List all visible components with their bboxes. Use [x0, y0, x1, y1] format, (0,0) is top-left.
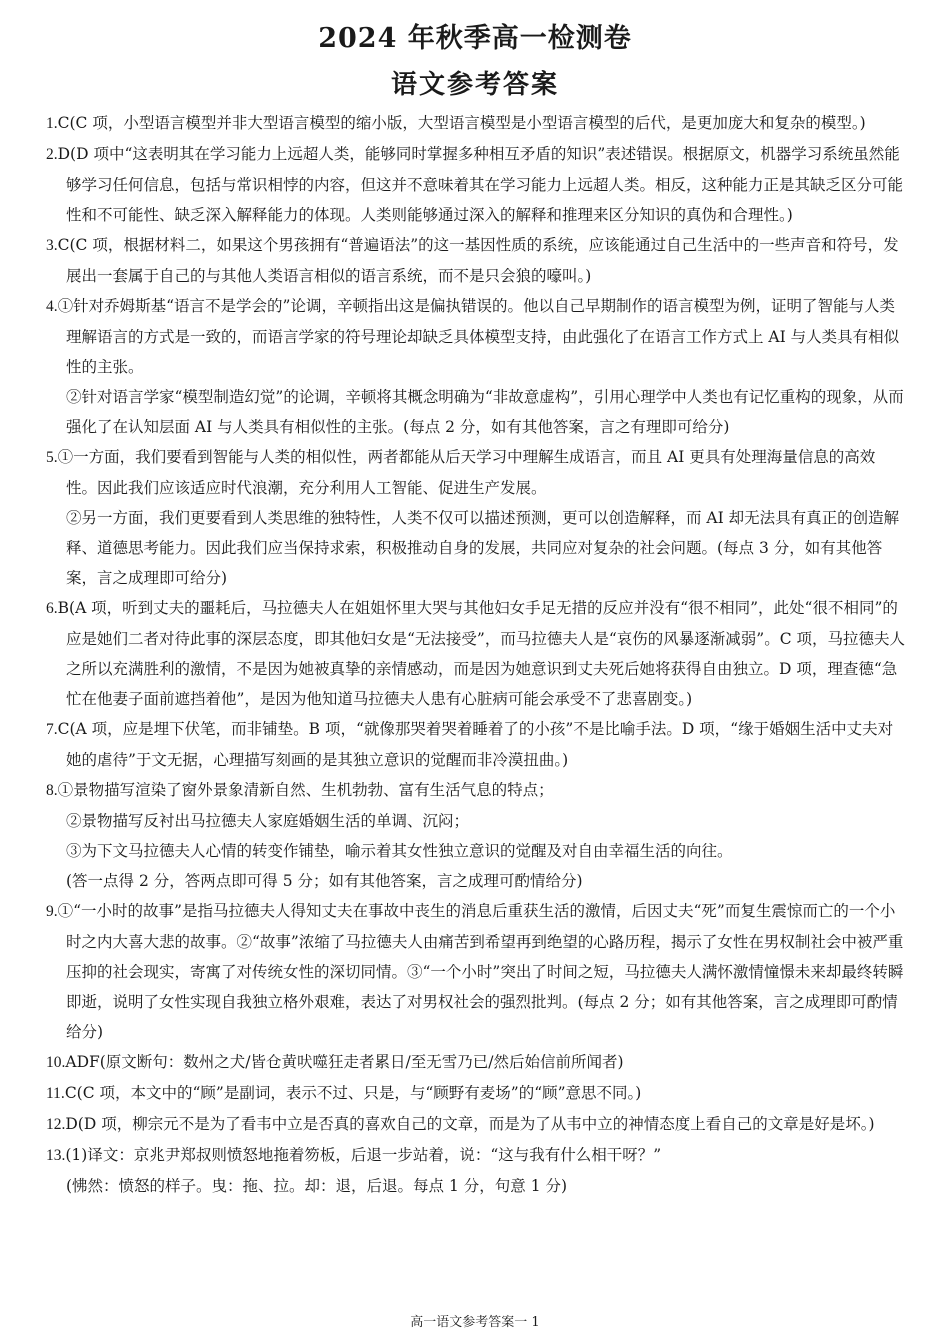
answer-text: (1)译文：京兆尹郑叔则愤怒地拖着笏板，后退一步站着，说：“这与我有什么相干呀？” [65, 1146, 662, 1164]
answer-number: 1. [46, 115, 58, 132]
answer-text: C(C 项，小型语言模型并非大型语言模型的缩小版，大型语言模型是小型语言模型的后代，是更加庞大和复杂的模型。) [57, 114, 866, 132]
answer-number: 3. [46, 237, 58, 254]
answer-text: D(D 项，柳宗元不是为了看韦中立是否真的喜欢自己的文章，而是为了从韦中立的神情态度上看自己的文章是好是坏。) [65, 1115, 875, 1133]
answer-text: ①景物描写渲染了窗外景象清新自然、生机勃勃、富有生活气息的特点； [57, 781, 554, 799]
answer-item [46, 108, 906, 139]
answer-text: ②针对语言学家“模型制造幻觉”的论调，辛顿将其概念明确为“非故意虚构”，引用心理学中人类也有记忆重构的现象，从而强化了在认知层面 AI 与人类具有相似性的主张。(每点 2 分，如有其他答案，言之有理即可给分) [66, 388, 904, 436]
answer-number: 12. [46, 1116, 66, 1133]
answer-number: 11. [46, 1085, 65, 1102]
answer-list [46, 108, 906, 1201]
answer-text: D(D 项中“这表明其在学习能力上远超人类，能够同时掌握多种相互矛盾的知识”表述错误。根据原文，机器学习系统虽然能够学习任何信息，包括与常识相悖的内容，但这并不意味着其在学习能力上远超人类。相反，这种能力正是其缺乏区分可能性和不可能性、缺乏深入解释能力的体现。人类则能够通过深入的解释和推理来区分知识的真伪和合理性。) [57, 145, 904, 224]
answer-text: ①“一小时的故事”是指马拉德夫人得知丈夫在事故中丧生的消息后重获生活的激情，后因丈夫“死”而复生震惊而亡的一个小时之内大喜大悲的故事。②“故事”浓缩了马拉德夫人由痛苦到希望再到绝望的心路历程，揭示了女性在男权制社会中被严重压抑的社会现实，寄寓了对传统女性的深切同情。③“一个小时”突出了时间之短，马拉德夫人满怀激情憧憬未来却最终转瞬即逝，说明了女性实现自我独立格外艰难，表达了对男权社会的强烈批判。(每点 2 分；如有其他答案，言之成理即可酌情给分) [57, 902, 904, 1041]
answer-text: ②景物描写反衬出马拉德夫人家庭婚姻生活的单调、沉闷； [66, 812, 470, 830]
page-subtitle: 语文参考答案 [390, 70, 559, 100]
answer-item [46, 775, 906, 806]
answer-number: 8. [46, 782, 58, 799]
answer-number: 7. [46, 721, 58, 738]
answer-number: 5. [46, 449, 58, 466]
answer-item [46, 442, 906, 503]
answer-number: 2. [46, 146, 58, 163]
answer-text: ①一方面，我们要看到智能与人类的相似性，两者都能从后天学习中理解生成语言，而且 AI 更具有处理海量信息的高效性。因此我们应该适应时代浪潮，充分利用人工智能、促进生产发展。 [57, 448, 876, 497]
answer-text: ADF(原文断句：数州之犬/皆仓黄吠噬狂走者累日/至无雪乃已/然后始信前所闻者) [65, 1053, 624, 1071]
answer-item [46, 593, 906, 714]
page-title: 2024 年秋季高一检测卷 [318, 23, 632, 54]
answer-item [46, 230, 906, 291]
answer-item [46, 1109, 906, 1140]
answer-number: 9. [46, 903, 58, 920]
answer-number: 13. [46, 1147, 66, 1164]
answer-item [46, 139, 906, 230]
answer-item [46, 714, 906, 775]
answer-item [46, 291, 906, 382]
page-footer: 高一语文参考答案一 1 [410, 1315, 540, 1330]
answer-text: C(C 项，根据材料二，如果这个男孩拥有“普遍语法”的这一基因性质的系统，应该能通过自己生活中的一些声音和符号，发展出一套属于自己的与其他人类语言相似的语言系统，而不是只会狼的嚎叫。) [57, 236, 899, 285]
answer-item [46, 1078, 906, 1109]
answer-text: ③为下文马拉德夫人心情的转变作铺垫，喻示着其女性独立意识的觉醒及对自由幸福生活的向往。 [66, 842, 733, 860]
answer-item [46, 1047, 906, 1078]
answer-text: ①针对乔姆斯基“语言不是学会的”论调，辛顿指出这是偏执错误的。他以自己早期制作的语言模型为例，证明了智能与人类理解语言的方式是一致的，而语言学家的符号理论却缺乏具体模型支持，由此强化了在语言工作方式上 AI 与人类具有相似性的主张。 [57, 297, 900, 376]
answer-text: ②另一方面，我们更要看到人类思维的独特性，人类不仅可以描述预测，更可以创造解释，而 AI 却无法具有真正的创造解释、道德思考能力。因此我们应当保持求索，积极推动自身的发展，共同应对复杂的社会问题。(每点 3 分，如有其他答案，言之成理即可给分) [66, 509, 900, 587]
answer-text: C(A 项，应是埋下伏笔，而非铺垫。B 项，“就像那哭着哭着睡着了的小孩”不是比喻手法。D 项，“缘于婚姻生活中丈夫对她的虐待”于文无据，心理描写刻画的是其独立意识的觉醒而非冷漠扭曲。) [57, 720, 894, 769]
answer-item [46, 896, 906, 1047]
answer-text: B(A 项，听到丈夫的噩耗后，马拉德夫人在姐姐怀里大哭与其他妇女手足无措的反应并没有“很不相同”，此处“很不相同”的应是她们二者对待此事的深层态度，即其他妇女是“无法接受”，而马拉德夫人是“哀伤的风暴逐渐减弱”。C 项，马拉德夫人之所以充满胜利的激情，不是因为她被真挚的亲情感动，而是因为她意识到丈夫死后她将获得自由独立。D 项，理查德“急忙在他妻子面前遮挡着他”，是因为他知道马拉德夫人患有心脏病可能会承受不了悲喜剧变。) [57, 599, 905, 708]
answer-number: 6. [46, 600, 58, 617]
answer-text: (怫然：愤怒的样子。曳：拖、拉。却：退，后退。每点 1 分，句意 1 分) [66, 1177, 568, 1195]
answer-number: 4. [46, 298, 58, 315]
answer-item [46, 1140, 906, 1171]
answer-text: (答一点得 2 分，答两点即可得 5 分；如有其他答案，言之成理可酌情给分) [66, 872, 583, 890]
answer-text: C(C 项，本文中的“顾”是副词，表示不过、只是，与“顾野有麦场”的“顾”意思不同。) [64, 1084, 642, 1102]
answer-number: 10. [46, 1054, 66, 1071]
